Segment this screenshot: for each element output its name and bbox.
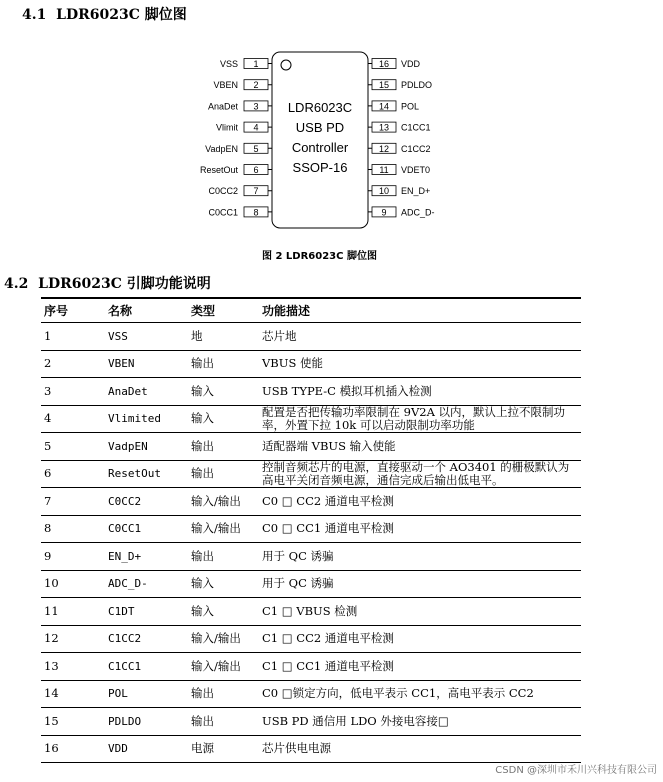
pin-right <box>368 207 435 218</box>
pin-name: VDD <box>401 59 421 69</box>
pinout-diagram <box>0 0 663 240</box>
header-index: 序号 <box>41 298 105 323</box>
section-4-2-heading <box>4 273 211 293</box>
cell-type: 地 <box>188 323 259 351</box>
cell-pin-name: C1CC1 <box>105 653 188 681</box>
cell-type: 输出 <box>188 350 259 378</box>
pin-number: 10 <box>378 186 390 197</box>
cell-index: 6 <box>41 460 105 488</box>
cell-description: C1 □ CC1 通道电平检测 <box>259 653 581 681</box>
cell-pin-name: POL <box>105 680 188 708</box>
chip-label-line: LDR6023C <box>287 100 353 115</box>
pin-right <box>368 59 421 70</box>
cell-index: 12 <box>41 625 105 653</box>
pin-name: AnaDet <box>207 101 238 112</box>
cell-type: 输出 <box>188 680 259 708</box>
pin-name: Vlimit <box>216 122 238 133</box>
pin-name: C0CC2 <box>208 186 238 197</box>
table-row <box>41 433 581 461</box>
cell-type: 输出 <box>188 433 259 461</box>
cell-index: 4 <box>41 405 105 433</box>
figure-caption: 图 2 LDR6023C 脚位图 <box>262 251 377 262</box>
pin-left <box>205 143 272 154</box>
chip-label-line: USB PD <box>295 120 345 135</box>
cell-index: 8 <box>41 515 105 543</box>
pin-left <box>208 207 272 218</box>
cell-pin-name: C0CC1 <box>105 515 188 543</box>
table-row <box>41 625 581 653</box>
pin-number: 15 <box>378 80 390 91</box>
table-row <box>41 598 581 626</box>
cell-index: 13 <box>41 653 105 681</box>
cell-pin-name: C0CC2 <box>105 488 188 516</box>
cell-pin-name: VSS <box>105 323 188 351</box>
table-header-row <box>41 298 581 323</box>
pin-number: 3 <box>253 101 259 112</box>
table-row <box>41 378 581 406</box>
cell-pin-name: C1DT <box>105 598 188 626</box>
cell-description: USB PD 通信用 LDO 外接电容接□ <box>259 708 581 736</box>
pin-left <box>200 165 272 176</box>
cell-type: 输入/输出 <box>188 515 259 543</box>
table-row <box>41 543 581 571</box>
cell-description: C0 □ CC1 通道电平检测 <box>259 515 581 543</box>
header-description: 功能描述 <box>259 298 581 323</box>
cell-pin-name: PDLDO <box>105 708 188 736</box>
section-number: 4.2 <box>4 276 29 292</box>
pin-right <box>368 165 430 176</box>
pin-number: 8 <box>253 207 259 218</box>
pin-name: EN_D+ <box>401 186 431 197</box>
cell-description: 芯片供电电源 <box>259 735 581 763</box>
pin-number: 9 <box>381 207 387 218</box>
cell-pin-name: ADC_D- <box>105 570 188 598</box>
pin-name: VBEN <box>213 80 238 91</box>
pin-left <box>208 101 272 112</box>
cell-description: 用于 QC 诱骗 <box>259 543 581 571</box>
pin-name: PDLDO <box>401 80 433 91</box>
cell-index: 9 <box>41 543 105 571</box>
pin-name: ADC_D- <box>401 207 435 218</box>
table-row <box>41 570 581 598</box>
pin-number: 13 <box>378 122 390 133</box>
table-row <box>41 405 581 433</box>
section-number: 4.1 <box>22 7 47 23</box>
pin-right <box>368 80 432 91</box>
cell-type: 输出 <box>188 708 259 736</box>
section-title: LDR6023C 引脚功能说明 <box>38 276 211 292</box>
cell-pin-name: VBEN <box>105 350 188 378</box>
pin-name: POL <box>401 101 420 112</box>
pin-number: 7 <box>253 186 259 197</box>
cell-pin-name: VadpEN <box>105 433 188 461</box>
cell-pin-name: VDD <box>105 735 188 763</box>
table-row <box>41 735 581 763</box>
cell-description: 用于 QC 诱骗 <box>259 570 581 598</box>
header-name: 名称 <box>105 298 188 323</box>
pin-number: 16 <box>378 59 390 69</box>
cell-type: 输入 <box>188 405 259 433</box>
cell-description: C1 □ CC2 通道电平检测 <box>259 625 581 653</box>
cell-description: C1 □ VBUS 检测 <box>259 598 581 626</box>
cell-type: 输出 <box>188 460 259 488</box>
table-row <box>41 323 581 351</box>
pin-number: 14 <box>378 101 390 112</box>
pin-right <box>368 101 419 112</box>
cell-index: 15 <box>41 708 105 736</box>
cell-pin-name: EN_D+ <box>105 543 188 571</box>
cell-description: 配置是否把传输功率限制在 9V2A 以内，默认上拉不限制功率，外置下拉 10k 可以启动限制功率功能 <box>259 405 581 433</box>
pin-right <box>368 186 430 197</box>
chip-label-line: Controller <box>291 140 349 155</box>
pin-name: VSS <box>219 59 238 69</box>
cell-index: 16 <box>41 735 105 763</box>
cell-description: C0 □ CC2 通道电平检测 <box>259 488 581 516</box>
pin-left <box>208 186 272 197</box>
cell-type: 输出 <box>188 543 259 571</box>
cell-description: C0 □锁定方向，低电平表示 CC1，高电平表示 CC2 <box>259 680 581 708</box>
cell-type: 输入/输出 <box>188 625 259 653</box>
pin-name: C1CC2 <box>401 143 431 154</box>
cell-description: VBUS 使能 <box>259 350 581 378</box>
pin-name: C0CC1 <box>208 207 238 218</box>
pin-name: ResetOut <box>199 165 238 175</box>
cell-pin-name: AnaDet <box>105 378 188 406</box>
table-row <box>41 708 581 736</box>
pin-number: 2 <box>253 80 259 91</box>
cell-pin-name: C1CC2 <box>105 625 188 653</box>
cell-type: 输入 <box>188 378 259 406</box>
pin-name: VadpEN <box>205 143 238 154</box>
pin-left <box>216 122 272 133</box>
pin-number: 6 <box>253 165 259 175</box>
pin-number: 5 <box>253 143 259 154</box>
cell-index: 11 <box>41 598 105 626</box>
cell-description: 控制音频芯片的电源，直接驱动一个 AO3401 的栅极默认为高电平关闭音频电源，通信完成后输出低电平。 <box>259 460 581 488</box>
cell-description: 芯片地 <box>259 323 581 351</box>
pin-right <box>368 143 431 154</box>
cell-index: 1 <box>41 323 105 351</box>
pin-name: C1CC1 <box>401 122 431 133</box>
pin-left <box>220 59 272 70</box>
cell-index: 7 <box>41 488 105 516</box>
header-type: 类型 <box>188 298 259 323</box>
cell-type: 输入 <box>188 598 259 626</box>
cell-description: USB TYPE-C 模拟耳机插入检测 <box>259 378 581 406</box>
cell-type: 输入 <box>188 570 259 598</box>
pin-right <box>368 122 431 133</box>
cell-type: 输入/输出 <box>188 653 259 681</box>
cell-index: 5 <box>41 433 105 461</box>
cell-pin-name: ResetOut <box>105 460 188 488</box>
table-row <box>41 460 581 488</box>
pin-name: VDET0 <box>401 165 431 175</box>
cell-pin-name: Vlimited <box>105 405 188 433</box>
pin-number: 11 <box>379 165 389 175</box>
pin-number: 1 <box>253 59 259 69</box>
cell-index: 14 <box>41 680 105 708</box>
pin-left <box>213 80 272 91</box>
table-row <box>41 680 581 708</box>
cell-type: 电源 <box>188 735 259 763</box>
cell-type: 输入/输出 <box>188 488 259 516</box>
pin-number: 4 <box>253 122 259 133</box>
chip-label-line: SSOP-16 <box>292 160 348 175</box>
cell-index: 10 <box>41 570 105 598</box>
pin-function-table <box>41 297 581 763</box>
table-row <box>41 488 581 516</box>
pin-number: 12 <box>378 143 390 154</box>
watermark: CSDN @深圳市禾川兴科技有限公司 <box>495 765 657 776</box>
table-row <box>41 515 581 543</box>
cell-description: 适配器端 VBUS 输入使能 <box>259 433 581 461</box>
cell-index: 3 <box>41 378 105 406</box>
table-row <box>41 350 581 378</box>
cell-index: 2 <box>41 350 105 378</box>
table-row <box>41 653 581 681</box>
section-title: LDR6023C 脚位图 <box>56 7 187 23</box>
